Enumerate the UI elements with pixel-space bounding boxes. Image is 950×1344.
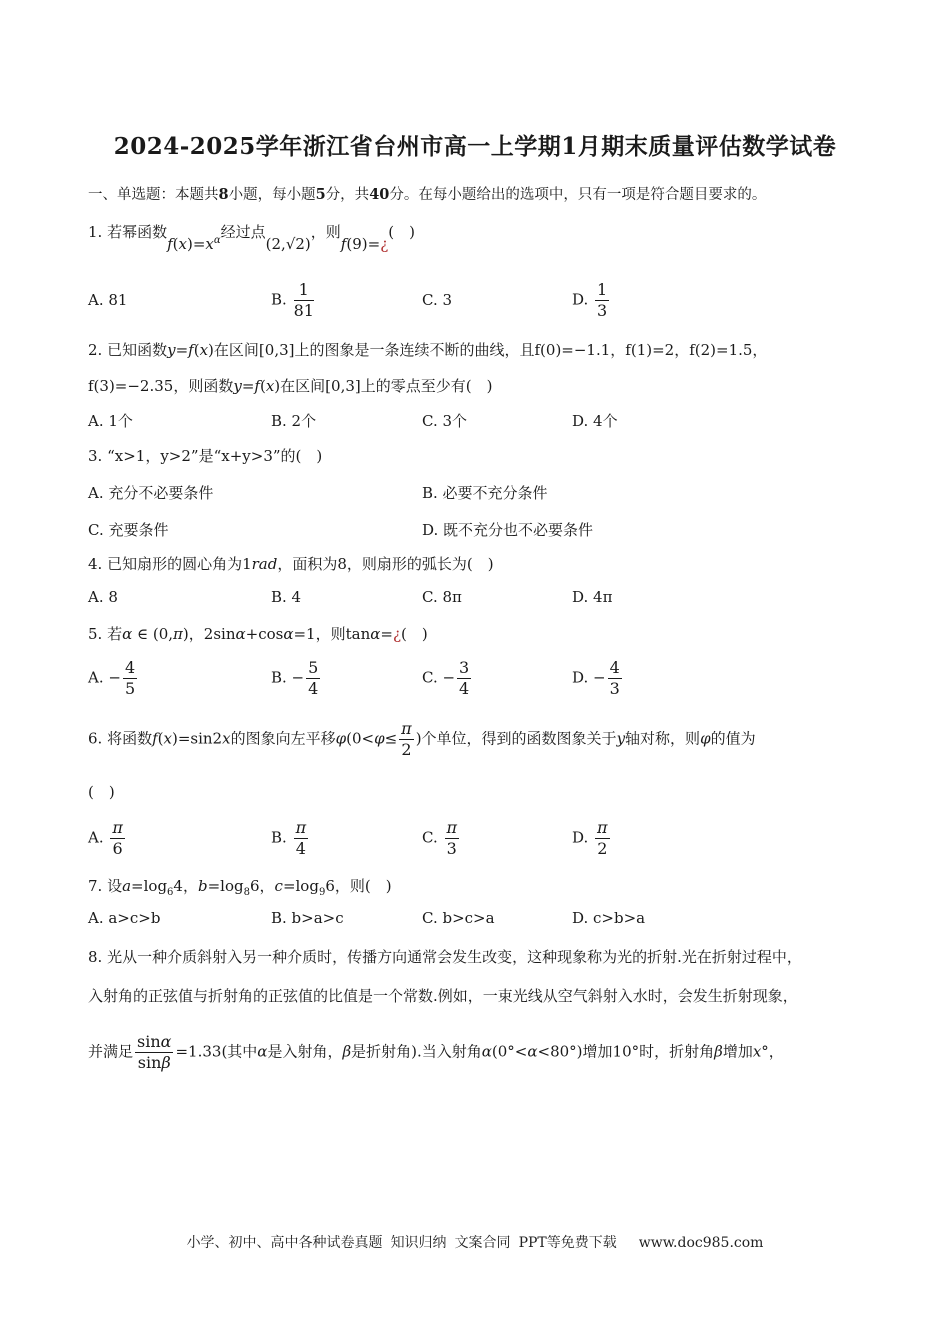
q6-option-b: B. $\frac{\pi}{4}$ [271, 818, 307, 858]
q7-option-d: D. c>b>a [572, 909, 646, 927]
page-title: 2024-2025学年浙江省台州市高一上学期1月期末质量评估数学试卷 [113, 133, 837, 160]
q2-option-a: A. 1个 [88, 412, 133, 430]
question-8-line-2: 入射角的正弦值与折射角的正弦值的比值是一个常数.例如，一束光线从空气斜射入水时，会发生折射现象， [88, 987, 798, 1005]
q2-option-c: C. 3个 [422, 412, 468, 430]
question-5: 5. 若α ∈ (0,π)，2sinα+cosα=1，则tanα=¿( ) [88, 625, 428, 643]
q3-option-a: A. 充分不必要条件 [88, 484, 214, 502]
q1-option-a: A. 81 [88, 291, 128, 309]
q6-option-c: C. $\frac{\pi}{3}$ [422, 818, 458, 858]
q5-option-b: B. − $\frac{5}{4}$ [271, 658, 319, 698]
q1-option-d: D. $\frac{1}{3}$ [572, 280, 608, 320]
q4-option-a: A. 8 [88, 588, 118, 606]
q3-option-d: D. 既不充分也不必要条件 [422, 521, 594, 539]
question-2-line-2: f(3)=−2.35，则函数y=f(x)在区间[0,3]上的零点至少有( ) [88, 377, 493, 395]
question-2-line-1: 2. 已知函数y=f(x)在区间[0,3]上的图象是一条连续不断的曲线，且f(0)=−1.1，f(1)=2，f(2)=1.5， [88, 341, 768, 359]
q6-option-d: D. $\frac{\pi}{2}$ [572, 818, 608, 858]
question-6: 6. 将函数f(x)=sin2x的图象向左平移φ(0<φ≤ $\frac{\pi}{2}$ )个单位，得到的函数图象关于y轴对称，则φ的值为 [88, 719, 756, 759]
page-footer: 小学、初中、高中各种试卷真题 知识归纳 文案合同 PPT等免费下载 www.doc985.com [186, 1235, 764, 1251]
question-1: 1. 若幂函数$f(x)=x^\alpha$经过点(2,√2)，则f(9)=¿( ) [88, 223, 415, 253]
q2-option-d: D. 4个 [572, 412, 618, 430]
q3-option-c: C. 充要条件 [88, 521, 169, 539]
q7-option-c: C. b>c>a [422, 909, 495, 927]
question-3: 3. “x>1，y>2”是“x+y>3”的( ) [88, 447, 323, 465]
q7-option-b: B. b>a>c [271, 909, 344, 927]
question-7: 7. 设$a=\log_64$，$b=\log_86$，$c=\log_96$，则( ) [88, 877, 392, 898]
q4-option-c: C. 8π [422, 588, 462, 606]
question-8-line-3: 并满足 $\frac{\sin\alpha}{\sin\beta}$ =1.33(其中α是入射角，β是折射角).当入射角α(0°<α<80°)增加10°时，折射角β增加x°， [88, 1032, 784, 1072]
q7-option-a: A. a>c>b [88, 909, 161, 927]
question-8-line-1: 8. 光从一种介质斜射入另一种介质时，传播方向通常会发生改变，这种现象称为光的折射.光在折射过程中， [88, 948, 802, 966]
q2-option-b: B. 2个 [271, 412, 317, 430]
q1-option-b: B. $\frac{1}{81}$ [271, 280, 314, 320]
question-4: 4. 已知扇形的圆心角为1rad，面积为8，则扇形的弧长为( ) [88, 555, 494, 573]
q3-option-b: B. 必要不充分条件 [422, 484, 548, 502]
section-header: 一、单选题：本题共8小题，每小题5分，共40分。在每小题给出的选项中，只有一项是符合题目要求的。 [88, 186, 767, 203]
q6-option-a: A. $\frac{\pi}{6}$ [88, 818, 123, 858]
q4-option-b: B. 4 [271, 588, 302, 606]
q6-answer-paren: ( ) [88, 783, 115, 801]
q5-option-c: C. − $\frac{3}{4}$ [422, 658, 470, 698]
q1-option-c: C. 3 [422, 291, 453, 309]
q5-option-d: D. − $\frac{4}{3}$ [572, 658, 620, 698]
q5-option-a: A. − $\frac{4}{5}$ [88, 658, 136, 698]
q4-option-d: D. 4π [572, 588, 613, 606]
